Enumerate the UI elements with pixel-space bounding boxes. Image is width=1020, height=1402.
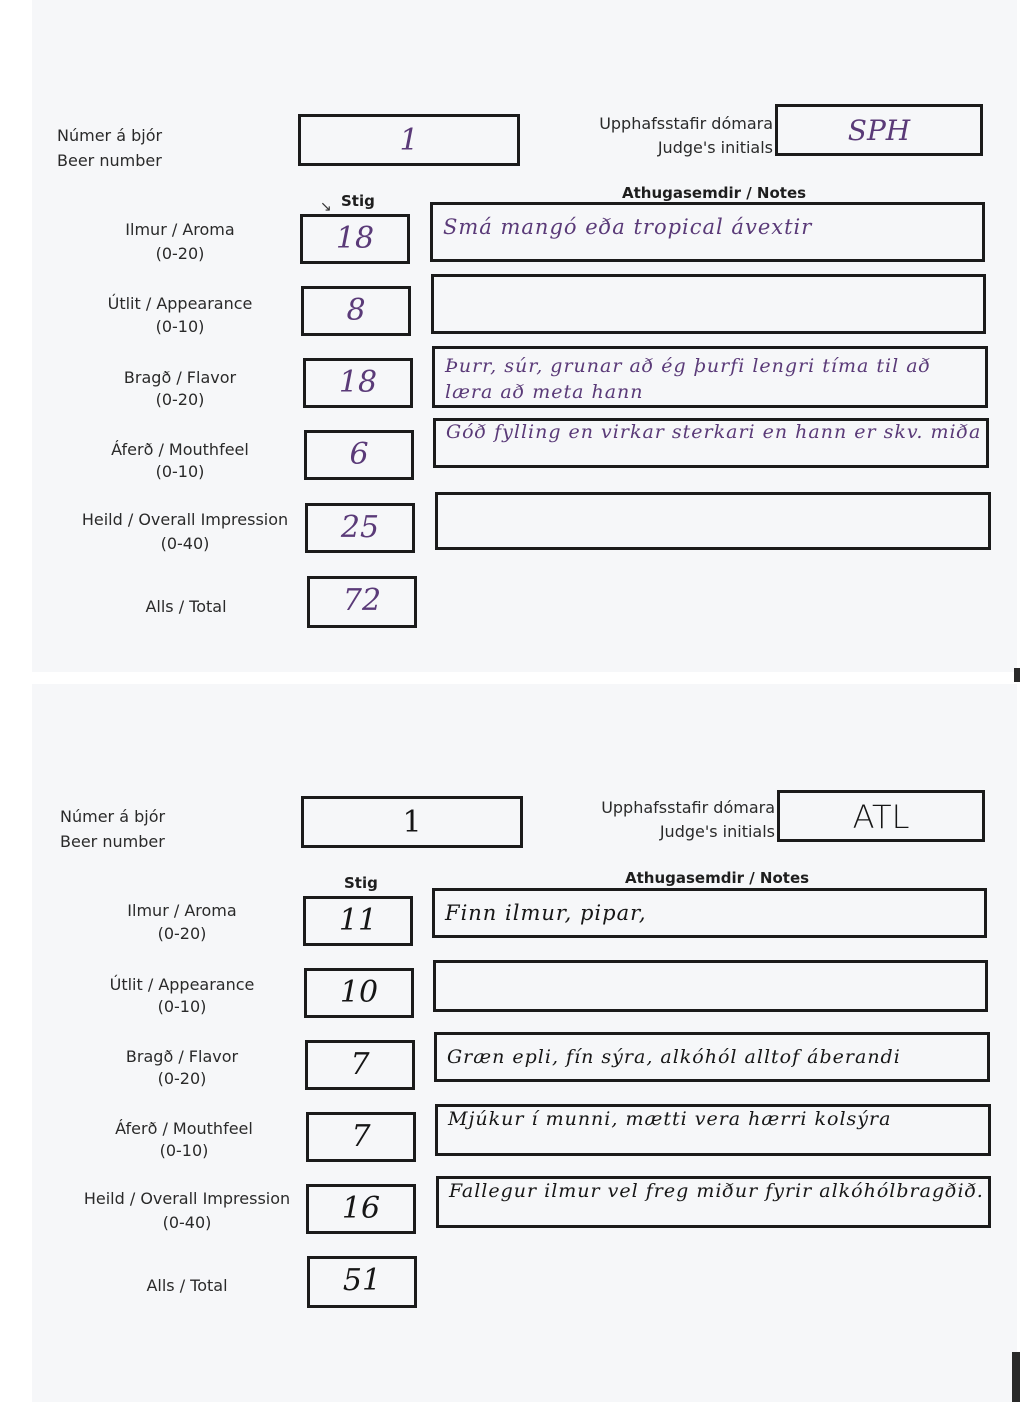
- notes-field[interactable]: [434, 1032, 990, 1082]
- category-label: Heild / Overall Impression: [81, 510, 289, 529]
- notes-field[interactable]: [433, 960, 988, 1012]
- score-column-header: Stig: [341, 192, 375, 210]
- score-field[interactable]: [306, 1184, 416, 1234]
- notes-field[interactable]: [430, 202, 985, 262]
- total-label: Alls / Total: [146, 1276, 228, 1295]
- score-value: 18: [338, 365, 378, 400]
- score-field[interactable]: [301, 286, 411, 336]
- notes-text: Finn ilmur, pipar,: [445, 901, 647, 925]
- category-range: (0-20): [157, 924, 207, 943]
- notes-text: Smá mangó eða tropical ávextir: [443, 215, 813, 239]
- category-range: (0-10): [155, 462, 205, 481]
- judge-initials-label-en: Judge's initials: [659, 822, 775, 841]
- score-column-header: Stig: [344, 874, 378, 892]
- notes-field[interactable]: [436, 1176, 991, 1228]
- category-label: Áferð / Mouthfeel: [111, 440, 249, 459]
- category-label: Heild / Overall Impression: [83, 1189, 291, 1208]
- category-range: (0-20): [157, 1069, 207, 1088]
- notes-field[interactable]: [435, 492, 991, 550]
- score-value: 18: [335, 221, 375, 256]
- total-field[interactable]: [307, 1256, 417, 1308]
- notes-field[interactable]: [435, 1104, 991, 1156]
- notes-text: Þurr, súr, grunar að ég þurfi lengri tíma til að læra að meta hann: [445, 355, 931, 403]
- score-field[interactable]: [303, 358, 413, 408]
- notes-field[interactable]: [432, 888, 987, 938]
- beer-number-field[interactable]: [301, 796, 523, 848]
- score-field[interactable]: [306, 1112, 416, 1162]
- judge-initials-label-is: Upphafsstafir dómara: [601, 798, 775, 817]
- notes-text: Góð fylling en virkar sterkari en hann er skv. miða: [446, 421, 982, 443]
- paper-edge: [1014, 668, 1020, 682]
- score-value: 16: [341, 1191, 381, 1226]
- beer-number-value: 1: [399, 123, 419, 158]
- notes-field[interactable]: [432, 346, 988, 408]
- category-label: Útlit / Appearance: [109, 975, 255, 994]
- judge-initials-field[interactable]: [777, 790, 985, 842]
- score-field[interactable]: [305, 1040, 415, 1090]
- category-range: (0-40): [162, 1213, 212, 1232]
- score-value: 8: [346, 293, 366, 328]
- category-range: (0-20): [155, 390, 205, 409]
- category-range: (0-10): [157, 997, 207, 1016]
- category-label: Bragð / Flavor: [123, 368, 237, 387]
- category-range: (0-10): [155, 317, 205, 336]
- total-value: 72: [342, 583, 382, 618]
- total-value: 51: [342, 1263, 382, 1298]
- category-label: Ilmur / Aroma: [125, 220, 235, 239]
- category-range: (0-10): [159, 1141, 209, 1160]
- beer-number-field[interactable]: [298, 114, 520, 166]
- judge-initials-value: ATL: [852, 798, 910, 836]
- notes-text: Fallegur ilmur vel freg miður fyrir alkóhólbragðið.: [449, 1180, 984, 1202]
- score-value: 10: [339, 975, 379, 1010]
- judge-initials-field[interactable]: [775, 104, 983, 156]
- category-range: (0-20): [155, 244, 205, 263]
- total-field[interactable]: [307, 576, 417, 628]
- notes-column-header: Athugasemdir / Notes: [622, 184, 807, 202]
- notes-column-header: Athugasemdir / Notes: [625, 869, 810, 887]
- score-field[interactable]: [304, 430, 414, 480]
- beer-number-label-en: Beer number: [60, 832, 165, 851]
- score-field[interactable]: [300, 214, 410, 264]
- score-field[interactable]: [303, 896, 413, 946]
- score-field[interactable]: [305, 503, 415, 553]
- notes-text: Mjúkur í munni, mætti vera hærri kolsýra: [448, 1108, 892, 1130]
- score-field[interactable]: [304, 968, 414, 1018]
- notes-field[interactable]: [433, 418, 989, 468]
- paper-edge: [1012, 1352, 1020, 1402]
- category-range: (0-40): [160, 534, 210, 553]
- notes-field[interactable]: [431, 274, 986, 334]
- category-label: Ilmur / Aroma: [127, 901, 237, 920]
- beer-number-value: 1: [402, 805, 422, 840]
- arrow-mark-icon: ↘: [320, 198, 332, 214]
- score-value: 6: [349, 437, 369, 472]
- judge-initials-label-is: Upphafsstafir dómara: [599, 114, 773, 133]
- score-value: 11: [338, 903, 378, 938]
- beer-number-label-is: Númer á bjór: [57, 126, 163, 145]
- notes-text: Græn epli, fín sýra, alkóhól alltof áberandi: [447, 1046, 901, 1068]
- judge-initials-value: SPH: [847, 114, 911, 147]
- beer-number-label-is: Númer á bjór: [60, 807, 166, 826]
- score-value: 7: [351, 1119, 371, 1154]
- category-label: Útlit / Appearance: [107, 294, 253, 313]
- category-label: Bragð / Flavor: [125, 1047, 239, 1066]
- score-value: 25: [340, 510, 380, 545]
- total-label: Alls / Total: [145, 597, 227, 616]
- judge-initials-label-en: Judge's initials: [657, 138, 773, 157]
- beer-number-label-en: Beer number: [57, 151, 162, 170]
- category-label: Áferð / Mouthfeel: [115, 1119, 253, 1138]
- score-value: 7: [350, 1047, 370, 1082]
